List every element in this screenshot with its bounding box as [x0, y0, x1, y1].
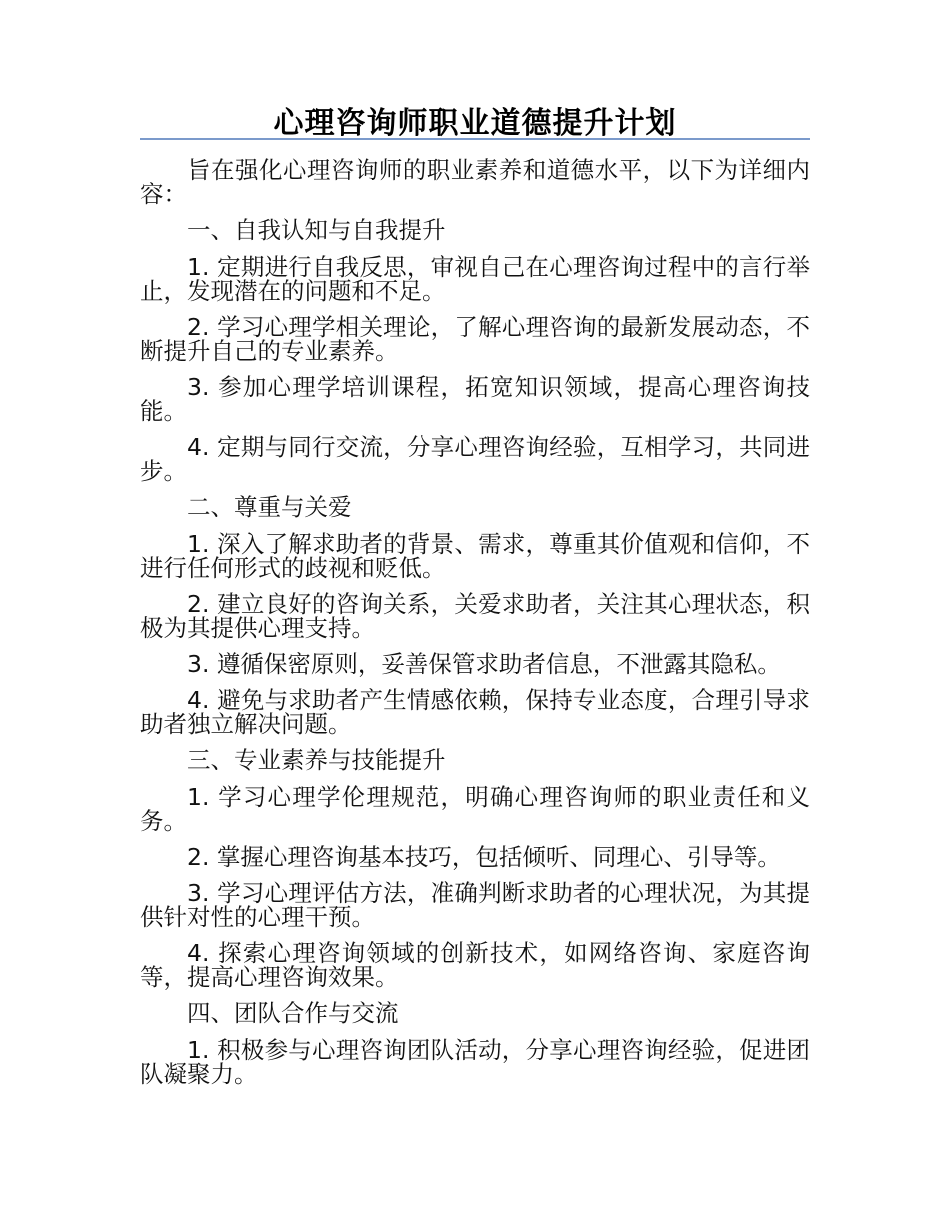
list-item: 3. 学习心理评估方法，准确判断求助者的心理状况，为其提供针对性的心理干预。 [140, 879, 810, 931]
title-underline [140, 138, 810, 140]
list-item: 4. 避免与求助者产生情感依赖，保持专业态度，合理引导求助者独立解决问题。 [140, 686, 810, 738]
list-item: 2. 学习心理学相关理论，了解心理咨询的最新发展动态，不断提升自己的专业素养。 [140, 313, 810, 365]
section-heading-1: 一、自我认知与自我提升 [187, 216, 446, 244]
list-item: 2. 掌握心理咨询基本技巧，包括倾听、同理心、引导等。 [187, 843, 781, 871]
list-item: 3. 参加心理学培训课程，拓宽知识领域，提高心理咨询技能。 [140, 373, 810, 425]
section-heading-4: 四、团队合作与交流 [187, 999, 399, 1027]
list-item: 1. 积极参与心理咨询团队活动，分享心理咨询经验，促进团队凝聚力。 [140, 1036, 810, 1088]
list-item: 4. 探索心理咨询领域的创新技术，如网络咨询、家庭咨询等，提高心理咨询效果。 [140, 939, 810, 991]
list-item: 4. 定期与同行交流，分享心理咨询经验，互相学习，共同进步。 [140, 433, 810, 485]
intro-paragraph: 旨在强化心理咨询师的职业素养和道德水平，以下为详细内容： [140, 156, 810, 208]
list-item: 1. 定期进行自我反思，审视自己在心理咨询过程中的言行举止，发现潜在的问题和不足。 [140, 253, 810, 305]
section-heading-3: 三、专业素养与技能提升 [187, 746, 446, 774]
section-heading-2: 二、尊重与关爱 [187, 493, 352, 521]
list-item: 1. 学习心理学伦理规范，明确心理咨询师的职业责任和义务。 [140, 783, 810, 835]
document-body [140, 158, 810, 1098]
list-item: 3. 遵循保密原则，妥善保管求助者信息，不泄露其隐私。 [187, 650, 781, 678]
document-title: 心理咨询师职业道德提升计划 [273, 106, 677, 141]
list-item: 2. 建立良好的咨询关系，关爱求助者，关注其心理状态，积极为其提供心理支持。 [140, 590, 810, 642]
list-item: 1. 深入了解求助者的背景、需求，尊重其价值观和信仰，不进行任何形式的歧视和贬低。 [140, 530, 810, 582]
